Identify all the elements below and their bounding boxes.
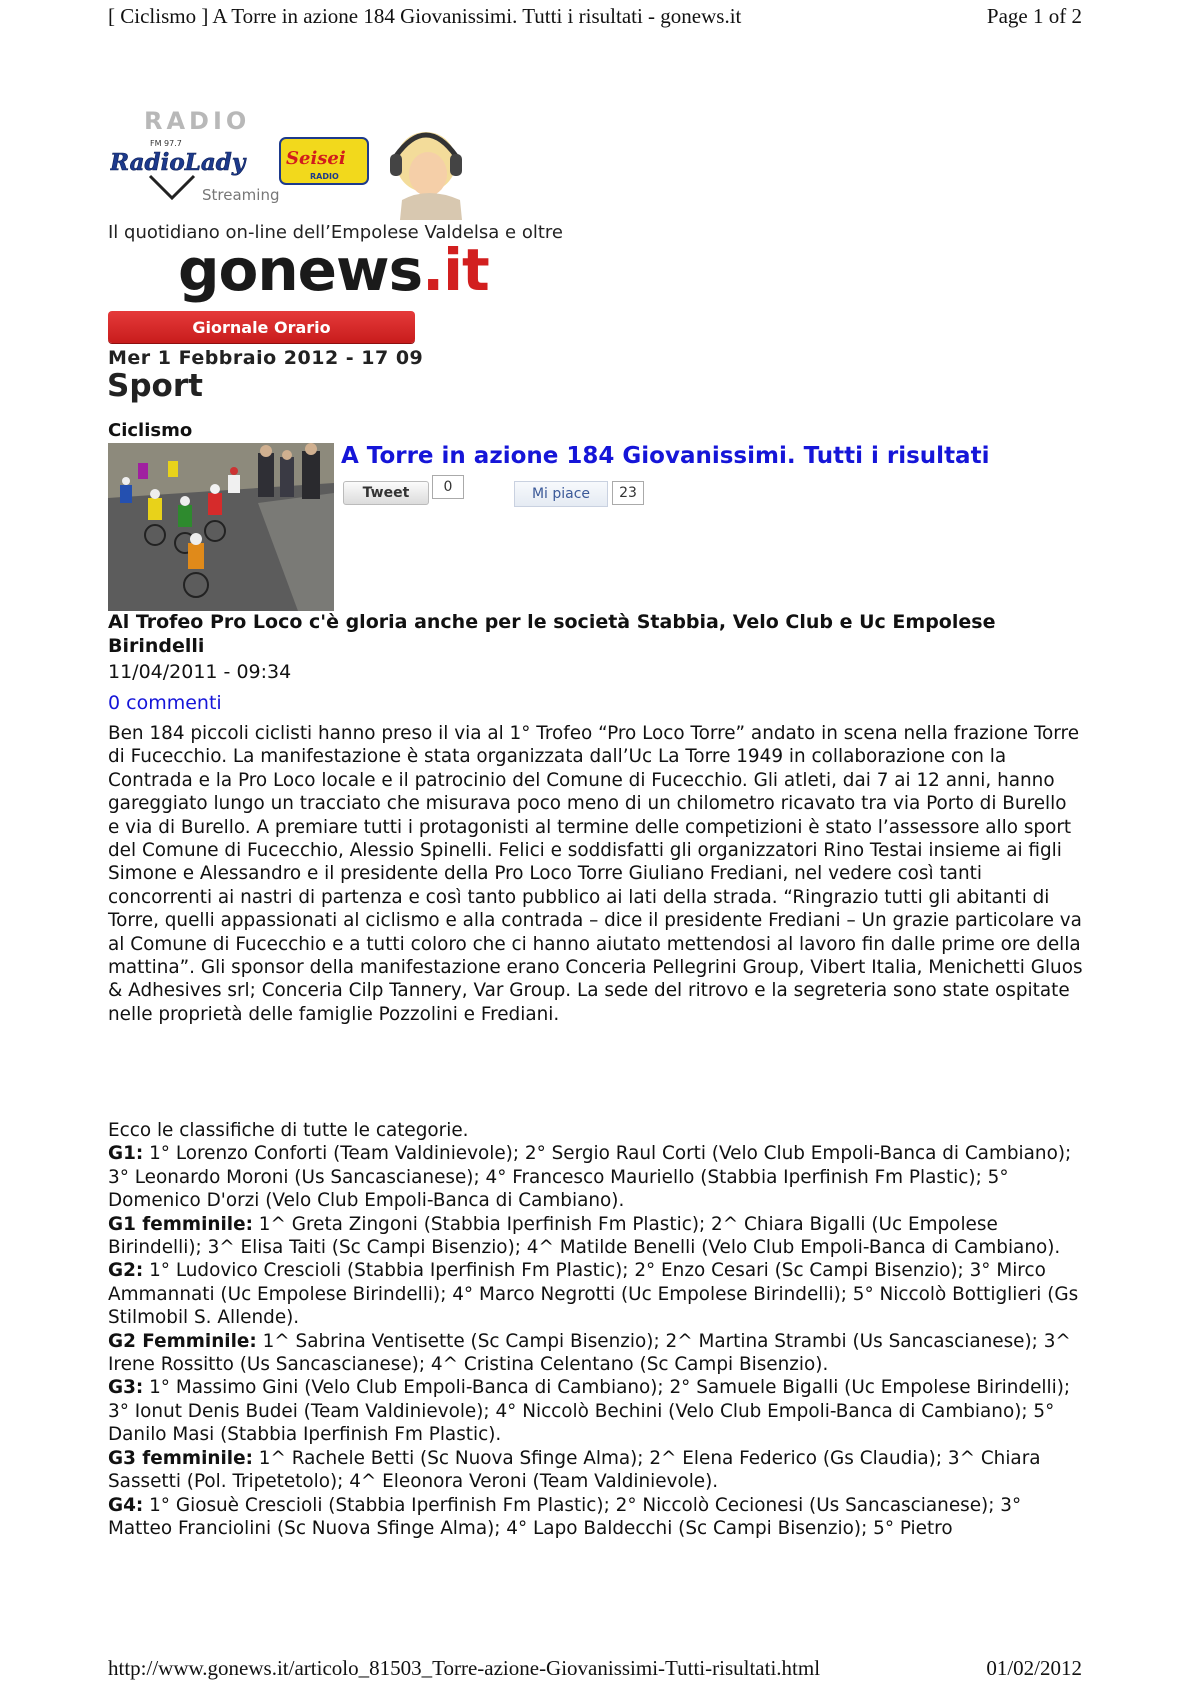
fm-frequency: FM 97.7	[150, 139, 182, 148]
article-category: Ciclismo	[108, 420, 193, 441]
headphones-icon	[390, 132, 462, 220]
category-label: G3 femminile:	[108, 1447, 253, 1469]
category-label: G3:	[108, 1377, 144, 1399]
results-g2-femminile	[108, 1330, 1083, 1377]
radio-lady-logo: RadioLady	[110, 149, 246, 176]
print-header	[108, 4, 1082, 29]
streaming-label: Streaming	[202, 186, 280, 204]
gonews-logo[interactable]	[178, 236, 489, 304]
category-results: 1° Lorenzo Conforti (Team Valdinievole); 2° Sergio Raul Corti (Velo Club Empoli-Banca di Cambiano); 3° Leonardo Moroni (Us Sancascianese); 4° Francesco Mauriello (Stabbia Iperfinish Fm Plastic); 5° Domenico D'orzi (Velo Club Empoli-Banca di Cambiano).	[108, 1143, 1072, 1212]
results-g2	[108, 1259, 1083, 1329]
radio-banner-graphic	[110, 104, 482, 220]
article-body: Ben 184 piccoli ciclisti hanno preso il via al 1° Trofeo “Pro Loco Torre” andato in scena nella frazione Torre di Fucecchio. La manifestazione è stata organizzata dall’Uc La Torre 1949 in collaborazione con la Contrada e la Pro Loco locale e il patrocinio del Comune di Fucecchio. Gli atleti, dai 7 ai 12 anni, hanno gareggiato lungo un tracciato che misurava poco meno di un chilometro ricavato tra via Porto di Burello e via di Burello. A premiare tutti i protagonisti al termine delle competizioni è stato l’assessore allo sport del Comune di Fucecchio, Alessio Spinelli. Felici e soddisfatti gli organizzatori Rino Testai insieme ai figli Simone e Alessandro e il presidente della Pro Loco Torre Giuliano Frediani, nel vedere così tanti concorrenti ai nastri di partenza e così tanto pubblico ai lati della strada. “Ringrazio tutti gli abitanti di Torre, quelli appassionati al ciclismo e alla contrada – dice il presidente Frediani – Un grazie particolare va al Comune di Fucecchio e a tutti coloro che ci hanno aiutato mettendosi al lavoro fin dalle prime ore della mattina”. Gli sponsor della manifestazione erano Conceria Pellegrini Group, Vibert Italia, Menichetti Gluos & Adhesives srl; Conceria Cilp Tannery, Var Group. La sede del ritrovo e la segreteria sono state ospitate nelle proprietà delle famiglie Pozzolini e Frediani.	[108, 723, 1083, 1025]
dateline: Mer 1 Febbraio 2012 - 17 09	[108, 347, 424, 369]
tweet-button[interactable]: Tweet	[343, 481, 429, 505]
category-label: G2:	[108, 1260, 144, 1282]
like-button[interactable]: Mi piace	[514, 481, 608, 507]
giornale-orario-button[interactable]: Giornale Orario	[108, 311, 415, 343]
category-label: G2 Femminile:	[108, 1330, 257, 1352]
site-tagline: Il quotidiano on-line dell’Empolese Valdelsa e oltre	[108, 222, 564, 243]
category-results: 1° Giosuè Crescioli (Stabbia Iperfinish Fm Plastic); 2° Niccolò Cecionesi (Us Sancascianese); 3° Matteo Franciolini (Sc Nuova Sfinge Alma); 4° Lapo Baldecchi (Sc Campi Bisenzio); 5° Pietro	[108, 1494, 1022, 1539]
chevron-mark	[150, 176, 194, 198]
article-timestamp: 11/04/2011 - 09:34	[108, 661, 292, 683]
article-headline[interactable]: A Torre in azione 184 Giovanissimi. Tutti i risultati	[341, 443, 990, 469]
results-intro: Ecco le classifiche di tutte le categorie.	[108, 1120, 469, 1141]
tweet-count: 0	[432, 475, 464, 499]
radio-word: RADIO	[144, 107, 251, 135]
results-g3	[108, 1376, 1083, 1446]
logo-main: gonews	[178, 236, 423, 304]
print-footer	[108, 1656, 1082, 1681]
print-title: [ Ciclismo ] A Torre in azione 184 Giovanissimi. Tutti i risultati - gonews.it	[108, 4, 742, 28]
print-page-number: Page 1 of 2	[986, 4, 1082, 28]
cyclists-race-photo	[108, 443, 334, 611]
radio-banner-ad[interactable]	[110, 104, 482, 220]
section-title: Sport	[107, 368, 203, 404]
category-label: G1:	[108, 1143, 144, 1165]
category-label: G4:	[108, 1494, 144, 1516]
results-section	[108, 1119, 1083, 1540]
category-results: 1^ Greta Zingoni (Stabbia Iperfinish Fm Plastic); 2^ Chiara Bigalli (Uc Empolese Birindelli); 3^ Elisa Taiti (Sc Campi Bisenzio); 4^ Matilde Benelli (Velo Club Empoli-Banca di Cambiano).	[108, 1213, 1061, 1259]
category-label: G1 femminile:	[108, 1213, 253, 1235]
logo-suffix: .it	[422, 236, 489, 304]
print-date: 01/02/2012	[986, 1656, 1082, 1680]
article-subhead: Al Trofeo Pro Loco c'è gloria anche per le società Stabbia, Velo Club e Uc Empolese Birindelli	[108, 611, 996, 657]
category-results: 1° Ludovico Crescioli (Stabbia Iperfinish Fm Plastic); 2° Enzo Cesari (Sc Campi Bisenzio); 3° Mirco Ammannati (Uc Empolese Birindelli); 4° Marco Negrotti (Uc Empolese Birindelli); 5° Niccolò Bottiglieri (Gs Stilmobil S. Allende).	[108, 1260, 1079, 1329]
comments-link[interactable]: 0 commenti	[108, 692, 222, 714]
results-g1	[108, 1142, 1083, 1212]
seisei-radio: RADIO	[310, 172, 339, 181]
results-g1-femminile	[108, 1213, 1083, 1260]
results-g4	[108, 1494, 1083, 1541]
category-results: 1^ Rachele Betti (Sc Nuova Sfinge Alma); 2^ Elena Federico (Gs Claudia); 3^ Chiara Sassetti (Pol. Tripetetolo); 4^ Eleonora Veroni (Team Valdinievole).	[108, 1447, 1041, 1493]
category-results: 1^ Sabrina Ventisette (Sc Campi Bisenzio); 2^ Martina Strambi (Us Sancascianese); 3^ Irene Rossitto (Us Sancascianese); 4^ Cristina Celentano (Sc Campi Bisenzio).	[108, 1330, 1071, 1376]
print-url: http://www.gonews.it/articolo_81503_Torre-azione-Giovanissimi-Tutti-risultati.html	[108, 1656, 821, 1680]
results-g3-femminile	[108, 1447, 1083, 1494]
like-count: 23	[612, 481, 644, 505]
seisei-logo: Seisei	[286, 148, 346, 169]
category-results: 1° Massimo Gini (Velo Club Empoli-Banca di Cambiano); 2° Samuele Bigalli (Uc Empolese Birindelli); 3° Ionut Denis Budei (Team Valdinievole); 4° Niccolò Bechini (Velo Club Empoli-Banca di Cambiano); 5° Danilo Masi (Stabbia Iperfinish Fm Plastic).	[108, 1377, 1071, 1446]
